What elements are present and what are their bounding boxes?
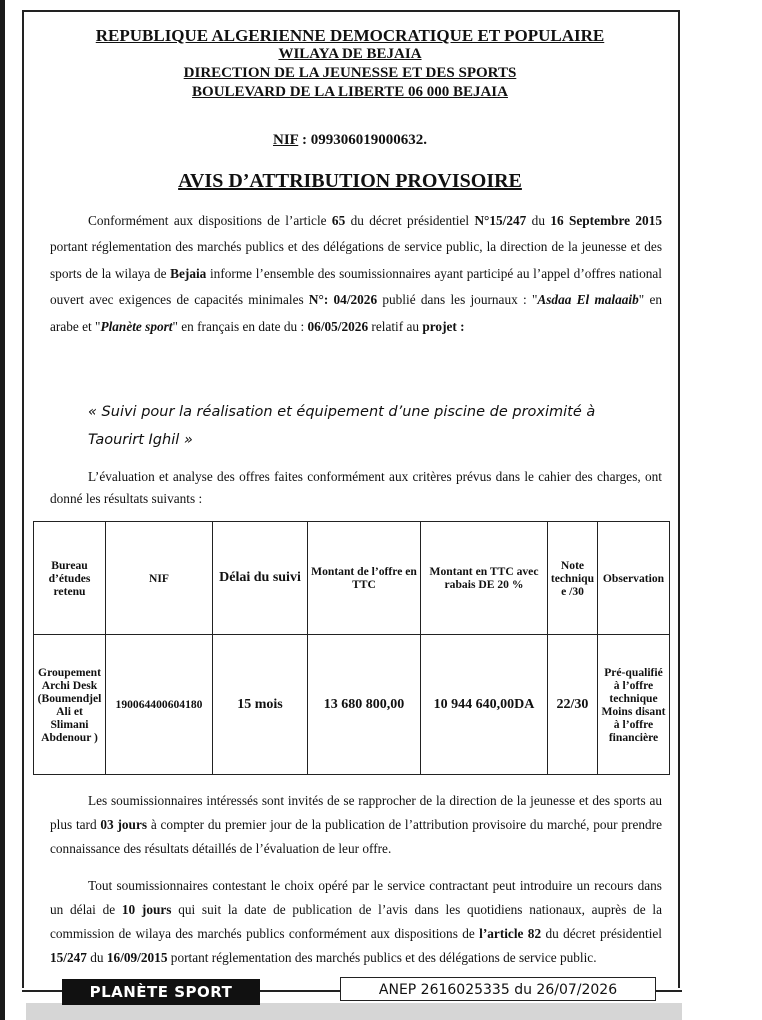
newspaper-brand: PLANÈTE SPORT: [62, 979, 260, 1005]
table-cell: 190064400604180: [106, 635, 213, 775]
anep-reference: ANEP 2616025335 du 26/07/2026: [340, 977, 656, 1001]
project-name: « Suivi pour la réalisation et équipement d’une piscine de proximité à Taourirt Ighil »: [88, 404, 596, 448]
table-cell: Pré-qualifié à l’offre technique Moins disant à l’offre financière: [598, 635, 670, 775]
results-table: [33, 521, 670, 775]
header-wilaya: WILAYA DE BEJAIA: [278, 46, 422, 62]
table-cell: Groupement Archi Desk (Boumendjel Ali et Slimani Abdenour ): [34, 635, 106, 775]
table-row: [34, 635, 670, 775]
next-article-strip: [26, 1003, 682, 1020]
table-cell: 15 mois: [213, 635, 308, 775]
nif-label: NIF: [272, 132, 299, 148]
document-header: [40, 26, 660, 102]
table-header-cell: NIF: [106, 522, 213, 635]
table-header-cell: Montant en TTC avec rabais DE 20 %: [421, 522, 548, 635]
table-cell: 13 680 800,00: [308, 635, 421, 775]
table-header-cell: Montant de l’offre en TTC: [308, 522, 421, 635]
table-header-cell: Délai du suivi: [213, 522, 308, 635]
table-header-cell: Bureau d’études retenu: [34, 522, 106, 635]
nif-line: [40, 132, 660, 149]
header-address: BOULEVARD DE LA LIBERTE 06 000 BEJAIA: [192, 84, 508, 100]
left-column-rule: [0, 0, 5, 1020]
nif-value: : 099306019000632.: [298, 132, 428, 148]
table-header-cell: Observation: [598, 522, 670, 635]
consultation-paragraph: Les soumissionnaires intéressés sont invités de se rapprocher de la direction de la jeunesse et des sports au plus tard 03 jours à compter du premier jour de la publication de l’attribution provisoire du marché, pour prendre connaissance des résultats détaillés de l’évaluation de leur offre.: [50, 793, 662, 856]
notice-title: AVIS D’ATTRIBUTION PROVISOIRE: [178, 170, 522, 192]
table-header-row: [34, 522, 670, 635]
table-cell: 22/30: [548, 635, 598, 775]
appeal-paragraph: Tout soumissionnaires contestant le choix opéré par le service contractant peut introduire un recours dans un délai de 10 jours qui suit la date de publication de l’avis dans les quotidiens nationaux, auprès de la commission de wilaya des marchés publics conformément aux dispositions de l’article 82 du décret présidentiel 15/247 du 16/09/2015 portant réglementation des marchés publics et des délégations de service public.: [50, 878, 662, 965]
header-republic: REPUBLIQUE ALGERIENNE DEMOCRATIQUE ET POPULAIRE: [95, 26, 605, 45]
header-direction: DIRECTION DE LA JEUNESSE ET DES SPORTS: [183, 65, 517, 81]
table-header-cell: Note techniqu e /30: [548, 522, 598, 635]
intro-paragraph: Conformément aux dispositions de l’article 65 du décret présidentiel N°15/247 du 16 Septembre 2015 portant réglementation des marchés publics et des délégations de service public, la direction de la jeunesse et des sports de la wilaya de Bejaia informe l’ensemble des soumissionnaires ayant participé au l’appel d’offres national ouvert avec exigences de capacités minimales N°: 04/2026 publié dans les journaux : "Asdaa El malaaib" en arabe et "Planète sport" en français en date du : 06/05/2026 relatif au projet :: [50, 213, 663, 334]
evaluation-paragraph: L’évaluation et analyse des offres faites conformément aux critères prévus dans le cahier des charges, ont donné les résultats suivants :: [50, 469, 662, 506]
table-cell: 10 944 640,00DA: [421, 635, 548, 775]
